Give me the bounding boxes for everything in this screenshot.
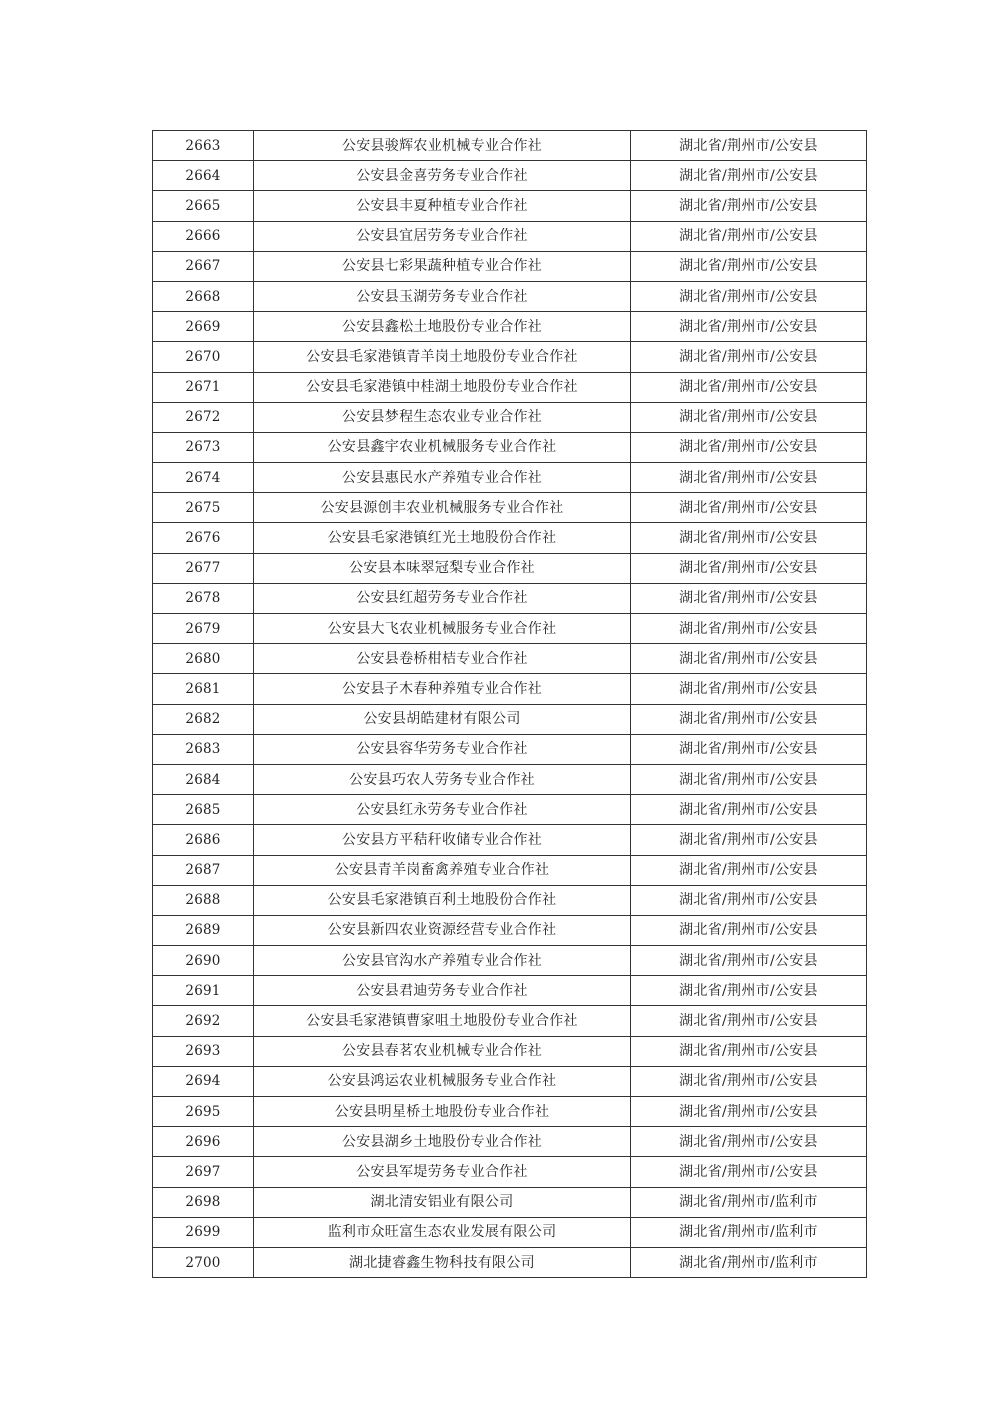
row-number-cell: 2682 bbox=[153, 704, 254, 734]
entity-name-cell: 公安县金喜劳务专业合作社 bbox=[254, 161, 631, 191]
region-cell: 湖北省/荆州市/公安县 bbox=[631, 885, 867, 915]
row-number-cell: 2665 bbox=[153, 191, 254, 221]
region-cell: 湖北省/荆州市/公安县 bbox=[631, 795, 867, 825]
table-row bbox=[153, 704, 867, 734]
row-number-cell: 2668 bbox=[153, 281, 254, 311]
row-number-cell: 2699 bbox=[153, 1217, 254, 1247]
row-number-cell: 2692 bbox=[153, 1006, 254, 1036]
region-cell: 湖北省/荆州市/公安县 bbox=[631, 372, 867, 402]
region-cell: 湖北省/荆州市/公安县 bbox=[631, 251, 867, 281]
region-cell: 湖北省/荆州市/公安县 bbox=[631, 1097, 867, 1127]
entity-name-cell: 公安县子木春种养殖专业合作社 bbox=[254, 674, 631, 704]
row-number-cell: 2671 bbox=[153, 372, 254, 402]
row-number-cell: 2696 bbox=[153, 1127, 254, 1157]
entity-name-cell: 公安县卷桥柑桔专业合作社 bbox=[254, 644, 631, 674]
table-row bbox=[153, 825, 867, 855]
table-row bbox=[153, 583, 867, 613]
region-cell: 湖北省/荆州市/公安县 bbox=[631, 1157, 867, 1187]
row-number-cell: 2691 bbox=[153, 976, 254, 1006]
entity-name-cell: 公安县七彩果蔬种植专业合作社 bbox=[254, 251, 631, 281]
region-cell: 湖北省/荆州市/公安县 bbox=[631, 946, 867, 976]
table-row bbox=[153, 946, 867, 976]
region-cell: 湖北省/荆州市/公安县 bbox=[631, 1127, 867, 1157]
region-cell: 湖北省/荆州市/公安县 bbox=[631, 402, 867, 432]
entity-name-cell: 公安县君迪劳务专业合作社 bbox=[254, 976, 631, 1006]
row-number-cell: 2693 bbox=[153, 1036, 254, 1066]
region-cell: 湖北省/荆州市/公安县 bbox=[631, 221, 867, 251]
table-row bbox=[153, 614, 867, 644]
entity-name-cell: 公安县容华劳务专业合作社 bbox=[254, 734, 631, 764]
region-cell: 湖北省/荆州市/公安县 bbox=[631, 1066, 867, 1096]
row-number-cell: 2697 bbox=[153, 1157, 254, 1187]
table-row bbox=[153, 221, 867, 251]
table-row bbox=[153, 312, 867, 342]
table-row bbox=[153, 553, 867, 583]
region-cell: 湖北省/荆州市/公安县 bbox=[631, 704, 867, 734]
row-number-cell: 2666 bbox=[153, 221, 254, 251]
table-row bbox=[153, 1036, 867, 1066]
table-row bbox=[153, 915, 867, 945]
entity-name-cell: 公安县青羊岗畜禽养殖专业合作社 bbox=[254, 855, 631, 885]
row-number-cell: 2673 bbox=[153, 432, 254, 462]
entity-name-cell: 公安县宜居劳务专业合作社 bbox=[254, 221, 631, 251]
entity-name-cell: 公安县新四农业资源经营专业合作社 bbox=[254, 915, 631, 945]
row-number-cell: 2663 bbox=[153, 131, 254, 161]
entity-name-cell: 公安县鑫宇农业机械服务专业合作社 bbox=[254, 432, 631, 462]
entity-name-cell: 公安县毛家港镇百利土地股份合作社 bbox=[254, 885, 631, 915]
region-cell: 湖北省/荆州市/公安县 bbox=[631, 312, 867, 342]
table-row bbox=[153, 855, 867, 885]
row-number-cell: 2669 bbox=[153, 312, 254, 342]
region-cell: 湖北省/荆州市/公安县 bbox=[631, 644, 867, 674]
region-cell: 湖北省/荆州市/公安县 bbox=[631, 463, 867, 493]
row-number-cell: 2683 bbox=[153, 734, 254, 764]
region-cell: 湖北省/荆州市/公安县 bbox=[631, 131, 867, 161]
region-cell: 湖北省/荆州市/监利市 bbox=[631, 1217, 867, 1247]
table-row bbox=[153, 764, 867, 794]
table-row bbox=[153, 1097, 867, 1127]
region-cell: 湖北省/荆州市/公安县 bbox=[631, 855, 867, 885]
entity-name-cell: 公安县红永劳务专业合作社 bbox=[254, 795, 631, 825]
row-number-cell: 2678 bbox=[153, 583, 254, 613]
entity-name-cell: 公安县源创丰农业机械服务专业合作社 bbox=[254, 493, 631, 523]
row-number-cell: 2687 bbox=[153, 855, 254, 885]
entity-name-cell: 公安县玉湖劳务专业合作社 bbox=[254, 281, 631, 311]
row-number-cell: 2684 bbox=[153, 764, 254, 794]
table-row bbox=[153, 1247, 867, 1277]
table-row bbox=[153, 734, 867, 764]
region-cell: 湖北省/荆州市/公安县 bbox=[631, 161, 867, 191]
region-cell: 湖北省/荆州市/公安县 bbox=[631, 583, 867, 613]
region-cell: 湖北省/荆州市/监利市 bbox=[631, 1187, 867, 1217]
row-number-cell: 2675 bbox=[153, 493, 254, 523]
table-row bbox=[153, 493, 867, 523]
region-cell: 湖北省/荆州市/公安县 bbox=[631, 734, 867, 764]
row-number-cell: 2667 bbox=[153, 251, 254, 281]
table-row bbox=[153, 523, 867, 553]
entity-name-cell: 公安县军堤劳务专业合作社 bbox=[254, 1157, 631, 1187]
table-row bbox=[153, 1127, 867, 1157]
entity-name-cell: 湖北清安铝业有限公司 bbox=[254, 1187, 631, 1217]
region-cell: 湖北省/荆州市/公安县 bbox=[631, 191, 867, 221]
table-row bbox=[153, 795, 867, 825]
entity-name-cell: 公安县毛家港镇曹家咀土地股份专业合作社 bbox=[254, 1006, 631, 1036]
region-cell: 湖北省/荆州市/公安县 bbox=[631, 432, 867, 462]
row-number-cell: 2679 bbox=[153, 614, 254, 644]
table-row bbox=[153, 161, 867, 191]
entity-name-cell: 公安县毛家港镇中桂湖土地股份专业合作社 bbox=[254, 372, 631, 402]
region-cell: 湖北省/荆州市/公安县 bbox=[631, 342, 867, 372]
entity-name-cell: 公安县惠民水产养殖专业合作社 bbox=[254, 463, 631, 493]
row-number-cell: 2680 bbox=[153, 644, 254, 674]
region-cell: 湖北省/荆州市/公安县 bbox=[631, 976, 867, 1006]
table-row bbox=[153, 644, 867, 674]
table-row bbox=[153, 1157, 867, 1187]
table-row bbox=[153, 674, 867, 704]
region-cell: 湖北省/荆州市/公安县 bbox=[631, 614, 867, 644]
table-row bbox=[153, 342, 867, 372]
row-number-cell: 2689 bbox=[153, 915, 254, 945]
table-row bbox=[153, 976, 867, 1006]
region-cell: 湖北省/荆州市/公安县 bbox=[631, 1006, 867, 1036]
region-cell: 湖北省/荆州市/公安县 bbox=[631, 764, 867, 794]
row-number-cell: 2698 bbox=[153, 1187, 254, 1217]
region-cell: 湖北省/荆州市/公安县 bbox=[631, 674, 867, 704]
entity-name-cell: 公安县明星桥土地股份专业合作社 bbox=[254, 1097, 631, 1127]
entity-name-cell: 公安县春茗农业机械专业合作社 bbox=[254, 1036, 631, 1066]
entity-name-cell: 湖北捷睿鑫生物科技有限公司 bbox=[254, 1247, 631, 1277]
row-number-cell: 2700 bbox=[153, 1247, 254, 1277]
table-row bbox=[153, 1217, 867, 1247]
row-number-cell: 2695 bbox=[153, 1097, 254, 1127]
entity-name-cell: 公安县方平秸秆收储专业合作社 bbox=[254, 825, 631, 855]
region-cell: 湖北省/荆州市/公安县 bbox=[631, 553, 867, 583]
region-cell: 湖北省/荆州市/公安县 bbox=[631, 915, 867, 945]
row-number-cell: 2688 bbox=[153, 885, 254, 915]
entity-name-cell: 公安县骏辉农业机械专业合作社 bbox=[254, 131, 631, 161]
entity-name-cell: 公安县红超劳务专业合作社 bbox=[254, 583, 631, 613]
entity-name-cell: 公安县梦程生态农业专业合作社 bbox=[254, 402, 631, 432]
table-row bbox=[153, 402, 867, 432]
row-number-cell: 2674 bbox=[153, 463, 254, 493]
entity-name-cell: 公安县湖乡土地股份专业合作社 bbox=[254, 1127, 631, 1157]
region-cell: 湖北省/荆州市/公安县 bbox=[631, 493, 867, 523]
entity-name-cell: 公安县大飞农业机械服务专业合作社 bbox=[254, 614, 631, 644]
table-row bbox=[153, 372, 867, 402]
region-cell: 湖北省/荆州市/监利市 bbox=[631, 1247, 867, 1277]
row-number-cell: 2676 bbox=[153, 523, 254, 553]
entity-name-cell: 公安县丰夏种植专业合作社 bbox=[254, 191, 631, 221]
table-row bbox=[153, 191, 867, 221]
row-number-cell: 2681 bbox=[153, 674, 254, 704]
entity-name-cell: 公安县本味翠冠梨专业合作社 bbox=[254, 553, 631, 583]
row-number-cell: 2694 bbox=[153, 1066, 254, 1096]
entity-name-cell: 公安县官沟水产养殖专业合作社 bbox=[254, 946, 631, 976]
row-number-cell: 2677 bbox=[153, 553, 254, 583]
entity-name-cell: 监利市众旺富生态农业发展有限公司 bbox=[254, 1217, 631, 1247]
region-cell: 湖北省/荆州市/公安县 bbox=[631, 281, 867, 311]
region-cell: 湖北省/荆州市/公安县 bbox=[631, 825, 867, 855]
entity-name-cell: 公安县鑫松土地股份专业合作社 bbox=[254, 312, 631, 342]
row-number-cell: 2685 bbox=[153, 795, 254, 825]
row-number-cell: 2664 bbox=[153, 161, 254, 191]
row-number-cell: 2686 bbox=[153, 825, 254, 855]
region-cell: 湖北省/荆州市/公安县 bbox=[631, 523, 867, 553]
table-row bbox=[153, 131, 867, 161]
registry-table bbox=[152, 130, 867, 1278]
row-number-cell: 2690 bbox=[153, 946, 254, 976]
table-row bbox=[153, 885, 867, 915]
table-row bbox=[153, 281, 867, 311]
table-row bbox=[153, 251, 867, 281]
table-body bbox=[153, 131, 867, 1278]
entity-name-cell: 公安县鸿运农业机械服务专业合作社 bbox=[254, 1066, 631, 1096]
table-row bbox=[153, 463, 867, 493]
table-row bbox=[153, 1066, 867, 1096]
entity-name-cell: 公安县毛家港镇青羊岗土地股份专业合作社 bbox=[254, 342, 631, 372]
table-row bbox=[153, 1006, 867, 1036]
region-cell: 湖北省/荆州市/公安县 bbox=[631, 1036, 867, 1066]
entity-name-cell: 公安县毛家港镇红光土地股份合作社 bbox=[254, 523, 631, 553]
row-number-cell: 2670 bbox=[153, 342, 254, 372]
entity-name-cell: 公安县巧农人劳务专业合作社 bbox=[254, 764, 631, 794]
table-row bbox=[153, 432, 867, 462]
entity-name-cell: 公安县胡皓建材有限公司 bbox=[254, 704, 631, 734]
row-number-cell: 2672 bbox=[153, 402, 254, 432]
table-row bbox=[153, 1187, 867, 1217]
